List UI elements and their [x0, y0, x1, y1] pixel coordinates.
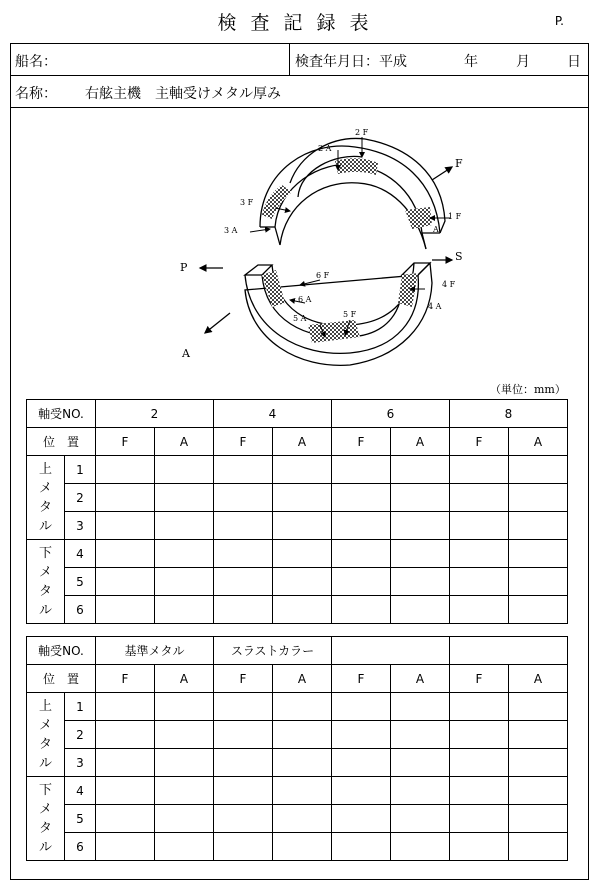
value-cell[interactable] — [96, 456, 155, 484]
value-cell[interactable] — [155, 512, 214, 540]
value-cell[interactable] — [155, 596, 214, 624]
value-cell[interactable] — [273, 596, 332, 624]
value-cell[interactable] — [214, 749, 273, 777]
value-cell[interactable] — [214, 512, 273, 540]
value-cell[interactable] — [332, 833, 391, 861]
label-6a: 6 A — [298, 295, 312, 304]
value-cell[interactable] — [214, 456, 273, 484]
value-cell[interactable] — [155, 833, 214, 861]
row-number: 2 — [65, 721, 96, 749]
ship-date-row — [11, 44, 588, 76]
value-cell[interactable] — [96, 833, 155, 861]
row-number: 4 — [65, 777, 96, 805]
value-cell[interactable] — [450, 749, 509, 777]
value-cell[interactable] — [214, 805, 273, 833]
row-number: 6 — [65, 833, 96, 861]
value-cell[interactable] — [332, 456, 391, 484]
col-header: F — [332, 665, 391, 693]
col-header: A — [155, 665, 214, 693]
blank-header[interactable] — [332, 637, 450, 665]
value-cell[interactable] — [155, 749, 214, 777]
row-number: 1 — [65, 693, 96, 721]
value-cell[interactable] — [273, 568, 332, 596]
bearing-number: 6 — [332, 400, 450, 428]
value-cell[interactable] — [273, 456, 332, 484]
bearing-diagram — [150, 125, 480, 370]
value-cell[interactable] — [509, 596, 568, 624]
row-number: 4 — [65, 540, 96, 568]
value-cell[interactable] — [273, 749, 332, 777]
reference-metal-header: 基準メタル — [96, 637, 214, 665]
bearing-number: 2 — [96, 400, 214, 428]
upper-metal-label: 上メタル — [27, 693, 65, 777]
value-cell[interactable] — [391, 777, 450, 805]
value-cell[interactable] — [155, 721, 214, 749]
thickness-table-2 — [26, 636, 568, 861]
row-number: 5 — [65, 568, 96, 596]
value-cell[interactable] — [214, 777, 273, 805]
label-5a: 5 A — [293, 314, 307, 323]
value-cell[interactable] — [450, 693, 509, 721]
value-cell[interactable] — [155, 456, 214, 484]
row-number: 3 — [65, 749, 96, 777]
col-header: A — [391, 665, 450, 693]
value-cell[interactable] — [450, 833, 509, 861]
value-cell[interactable] — [509, 693, 568, 721]
lower-metal-label: 下メタル — [27, 540, 65, 624]
bearing-number: 4 — [214, 400, 332, 428]
value-cell[interactable] — [450, 512, 509, 540]
value-cell[interactable] — [96, 749, 155, 777]
value-cell[interactable] — [509, 749, 568, 777]
label-6f: 6 F — [316, 271, 330, 280]
thickness-table-1 — [26, 399, 568, 624]
value-cell[interactable] — [391, 596, 450, 624]
col-header: F — [450, 428, 509, 456]
row-number: 1 — [65, 456, 96, 484]
value-cell[interactable] — [509, 484, 568, 512]
col-header: A — [509, 665, 568, 693]
item-name-row — [11, 76, 588, 108]
col-header: F — [214, 665, 273, 693]
value-cell[interactable] — [450, 721, 509, 749]
value-cell[interactable] — [96, 540, 155, 568]
value-cell[interactable] — [391, 512, 450, 540]
value-cell[interactable] — [332, 721, 391, 749]
value-cell[interactable] — [96, 777, 155, 805]
col-header: A — [155, 428, 214, 456]
col-header: A — [509, 428, 568, 456]
unit-label: （単位：mm） — [490, 383, 566, 396]
value-cell[interactable] — [155, 568, 214, 596]
year-label: 年 — [464, 54, 478, 70]
value-cell[interactable] — [273, 777, 332, 805]
value-cell[interactable] — [332, 777, 391, 805]
value-cell[interactable] — [450, 777, 509, 805]
value-cell[interactable] — [273, 721, 332, 749]
value-cell[interactable] — [391, 540, 450, 568]
value-cell[interactable] — [332, 749, 391, 777]
value-cell[interactable] — [273, 512, 332, 540]
value-cell[interactable] — [509, 833, 568, 861]
value-cell[interactable] — [214, 693, 273, 721]
item-name-value: 右舷主機 主軸受けメタル厚み — [85, 86, 281, 102]
label-2f: 2 F — [355, 128, 369, 137]
row-number: 5 — [65, 805, 96, 833]
value-cell[interactable] — [155, 693, 214, 721]
label-1f: 1 F — [448, 212, 462, 221]
value-cell[interactable] — [96, 484, 155, 512]
row-number: 6 — [65, 596, 96, 624]
label-1a: A — [433, 225, 439, 234]
thrust-collar-header: スラストカラー — [214, 637, 332, 665]
col-header: F — [96, 665, 155, 693]
position-header: 位 置 — [27, 665, 96, 693]
value-cell[interactable] — [391, 693, 450, 721]
value-cell[interactable] — [214, 540, 273, 568]
value-cell[interactable] — [509, 721, 568, 749]
value-cell[interactable] — [214, 721, 273, 749]
value-cell[interactable] — [509, 777, 568, 805]
value-cell[interactable] — [96, 512, 155, 540]
month-label: 月 — [516, 54, 530, 70]
col-header: F — [450, 665, 509, 693]
value-cell[interactable] — [96, 596, 155, 624]
value-cell[interactable] — [155, 805, 214, 833]
value-cell[interactable] — [509, 456, 568, 484]
row-divider — [289, 44, 290, 75]
col-header: F — [332, 428, 391, 456]
value-cell[interactable] — [214, 568, 273, 596]
value-cell[interactable] — [391, 721, 450, 749]
value-cell[interactable] — [332, 568, 391, 596]
value-cell[interactable] — [509, 540, 568, 568]
value-cell[interactable] — [273, 833, 332, 861]
dir-s-label: S — [455, 250, 463, 263]
bearing-number: 8 — [450, 400, 568, 428]
value-cell[interactable] — [450, 456, 509, 484]
value-cell[interactable] — [214, 833, 273, 861]
value-cell[interactable] — [332, 540, 391, 568]
value-cell[interactable] — [96, 721, 155, 749]
dir-p-label: P — [180, 261, 188, 274]
value-cell[interactable] — [214, 484, 273, 512]
value-cell[interactable] — [332, 512, 391, 540]
value-cell[interactable] — [509, 805, 568, 833]
row-number: 3 — [65, 512, 96, 540]
value-cell[interactable] — [391, 568, 450, 596]
label-3f: 3 F — [240, 198, 254, 207]
value-cell[interactable] — [214, 596, 273, 624]
col-header: A — [391, 428, 450, 456]
value-cell[interactable] — [155, 777, 214, 805]
label-2a: 2 A — [318, 144, 332, 153]
blank-header[interactable] — [450, 637, 568, 665]
inspection-date-label: 検査年月日：平成 — [295, 54, 407, 70]
value-cell[interactable] — [450, 568, 509, 596]
page-number: P. — [554, 14, 564, 28]
dir-f-label: F — [455, 157, 463, 170]
day-label: 日 — [567, 54, 581, 70]
value-cell[interactable] — [273, 805, 332, 833]
value-cell[interactable] — [155, 484, 214, 512]
lower-metal-label: 下メタル — [27, 777, 65, 861]
col-header: A — [273, 428, 332, 456]
dir-a-label: A — [182, 347, 190, 360]
value-cell[interactable] — [391, 805, 450, 833]
ship-name-label: 船名： — [15, 54, 57, 70]
value-cell[interactable] — [96, 693, 155, 721]
value-cell[interactable] — [509, 568, 568, 596]
value-cell[interactable] — [96, 805, 155, 833]
value-cell[interactable] — [332, 484, 391, 512]
row-number: 2 — [65, 484, 96, 512]
value-cell[interactable] — [155, 540, 214, 568]
col-header: F — [96, 428, 155, 456]
col-header: A — [273, 665, 332, 693]
value-cell[interactable] — [391, 833, 450, 861]
value-cell[interactable] — [273, 540, 332, 568]
value-cell[interactable] — [450, 484, 509, 512]
value-cell[interactable] — [509, 512, 568, 540]
value-cell[interactable] — [391, 749, 450, 777]
bearing-no-header: 軸受NO. — [27, 637, 96, 665]
col-header: F — [214, 428, 273, 456]
value-cell[interactable] — [273, 693, 332, 721]
position-header: 位 置 — [27, 428, 96, 456]
value-cell[interactable] — [450, 805, 509, 833]
value-cell[interactable] — [332, 596, 391, 624]
value-cell[interactable] — [332, 693, 391, 721]
label-5f: 5 F — [343, 310, 357, 319]
value-cell[interactable] — [391, 456, 450, 484]
value-cell[interactable] — [450, 540, 509, 568]
label-3a: 3 A — [224, 226, 238, 235]
value-cell[interactable] — [332, 805, 391, 833]
value-cell[interactable] — [96, 568, 155, 596]
label-4a: 4 A — [428, 302, 442, 311]
value-cell[interactable] — [391, 484, 450, 512]
page-title: 検査記録表 — [217, 12, 383, 34]
item-name-label: 名称： — [15, 86, 57, 102]
value-cell[interactable] — [450, 596, 509, 624]
label-4f: 4 F — [442, 280, 456, 289]
value-cell[interactable] — [273, 484, 332, 512]
bearing-no-header: 軸受NO. — [27, 400, 96, 428]
upper-metal-label: 上メタル — [27, 456, 65, 540]
